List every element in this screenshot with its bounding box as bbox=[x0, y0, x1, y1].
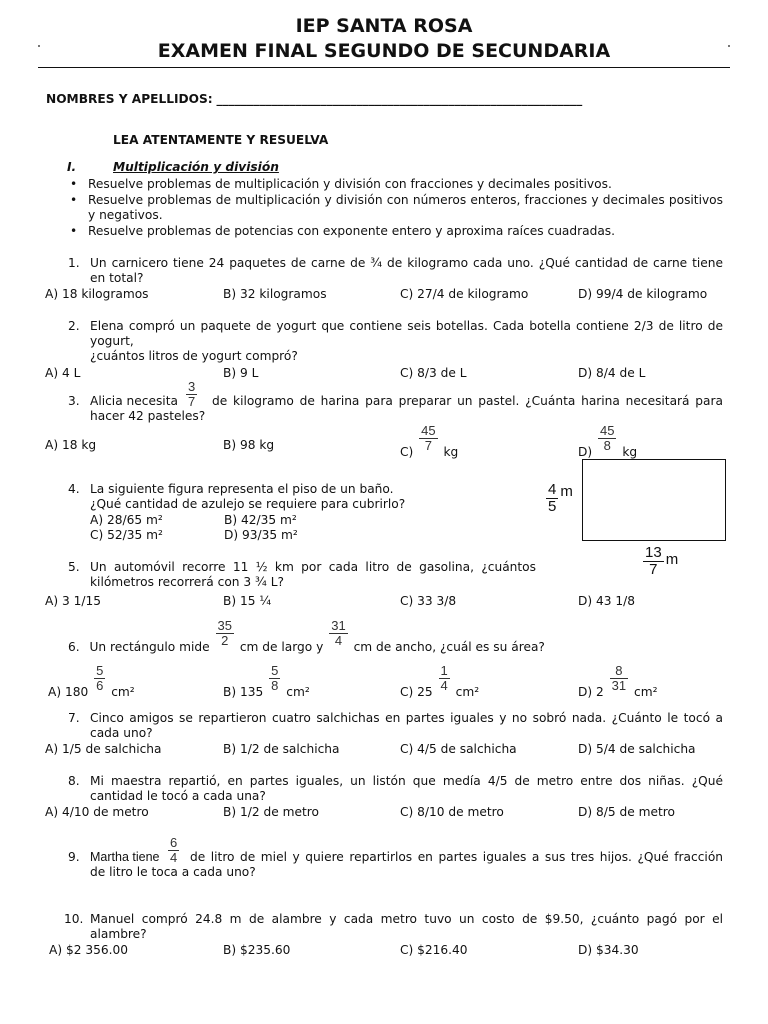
section-number: I. bbox=[67, 160, 77, 174]
q6-option-a[interactable] bbox=[48, 663, 135, 699]
unit: kg bbox=[622, 445, 638, 459]
numerator: 45 bbox=[600, 423, 615, 438]
numerator: 5 bbox=[271, 663, 279, 678]
unit: cm² bbox=[455, 685, 480, 699]
denominator: 8 bbox=[598, 438, 616, 453]
bathroom-floor-figure bbox=[582, 459, 726, 541]
option-letter: D) bbox=[578, 445, 593, 459]
numerator: 5 bbox=[96, 663, 104, 678]
option-letter: C) bbox=[400, 445, 414, 459]
q8-option-d[interactable]: D) 8/5 de metro bbox=[578, 805, 675, 819]
question-text-line2: de litro le toca a cada uno? bbox=[90, 865, 256, 879]
question-number: 7. bbox=[68, 711, 80, 725]
fraction bbox=[166, 836, 181, 865]
q2-option-a[interactable]: A) 4 L bbox=[45, 366, 81, 380]
question-text: Cinco amigos se repartieron cuatro salchichas en partes iguales y no sobró nada. ¿Cuánto le tocó a cada uno? bbox=[90, 711, 723, 740]
question-1 bbox=[68, 256, 723, 286]
unit: m bbox=[665, 551, 679, 568]
question-text: Un carnicero tiene 24 paquetes de carne de ¾ de kilogramo cada uno. ¿Qué cantidad de carne tiene en total? bbox=[90, 256, 723, 285]
q4-option-b[interactable]: B) 42/35 m² bbox=[224, 513, 297, 527]
question-number-9: 9. bbox=[68, 850, 80, 864]
q10-option-b[interactable]: B) $235.60 bbox=[223, 943, 291, 957]
q7-option-c[interactable]: C) 4/5 de salchicha bbox=[400, 742, 517, 756]
option-whole: C) 25 bbox=[400, 685, 433, 699]
question-number-3: 3. bbox=[68, 394, 80, 408]
q2-option-c[interactable]: C) 8/3 de L bbox=[400, 366, 467, 380]
q5-option-d[interactable]: D) 43 1/8 bbox=[578, 594, 636, 608]
question-text: Elena compró un paquete de yogurt que contiene seis botellas. Cada botella contiene 2/3 de litro de yogurt, bbox=[90, 319, 723, 348]
question-text-line2: ¿cuántos litros de yogurt compró? bbox=[90, 349, 298, 363]
q6-option-b[interactable] bbox=[223, 663, 310, 699]
section-title bbox=[113, 160, 279, 175]
unit: cm² bbox=[286, 685, 310, 699]
q1-option-d[interactable]: D) 99/4 de kilogramo bbox=[578, 287, 708, 301]
denominator: 8 bbox=[271, 678, 279, 693]
q6-option-d[interactable] bbox=[578, 663, 658, 699]
numerator: 8 bbox=[615, 663, 623, 678]
question-10 bbox=[64, 912, 723, 942]
q10-option-c[interactable]: C) $216.40 bbox=[400, 943, 468, 957]
option-whole: D) 2 bbox=[578, 685, 604, 699]
q4-option-d[interactable]: D) 93/35 m² bbox=[224, 528, 298, 542]
denominator: 2 bbox=[216, 633, 234, 648]
objective-item: • Resuelve problemas de potencias con exponente entero y aproxima raíces cuadradas. bbox=[88, 224, 723, 239]
numerator: 1 bbox=[440, 663, 448, 678]
q4-option-a[interactable]: A) 28/65 m² bbox=[90, 513, 163, 527]
question-text: Un automóvil recorre 11 ½ km por cada litro de gasolina, ¿cuántos bbox=[90, 560, 536, 574]
q10-option-a[interactable]: A) $2 356.00 bbox=[49, 943, 128, 957]
q3-option-d[interactable] bbox=[578, 423, 638, 459]
q3-option-b[interactable]: B) 98 kg bbox=[223, 438, 275, 452]
q2-option-d[interactable]: D) 8/4 de L bbox=[578, 366, 646, 380]
question-text-rest: de litro de miel y quiere repartirlos en partes iguales a sus tres hijos. ¿Qué fracción bbox=[190, 850, 723, 864]
name-blank[interactable]: ____________________________________________________________ bbox=[216, 92, 583, 106]
q2-option-b[interactable]: B) 9 L bbox=[223, 366, 259, 380]
name-label: NOMBRES Y APELLIDOS: bbox=[46, 92, 213, 106]
numerator: 45 bbox=[421, 423, 436, 438]
question-number: 2. bbox=[68, 319, 80, 333]
question-text-a: Un rectángulo mide bbox=[89, 640, 210, 654]
denominator: 7 bbox=[643, 561, 664, 578]
question-number: 10. bbox=[64, 912, 84, 926]
question-text-start: Martha tiene bbox=[90, 850, 160, 864]
q7-option-a[interactable]: A) 1/5 de salchicha bbox=[45, 742, 162, 756]
school-title: IEP SANTA ROSA bbox=[295, 15, 473, 37]
numerator: 13 bbox=[645, 544, 662, 561]
question-text-line2: kilómetros recorrerá con 3 ¾ L? bbox=[90, 575, 284, 589]
denominator: 4 bbox=[329, 633, 347, 648]
question-text-b: cm de largo y bbox=[239, 640, 324, 654]
exam-title: EXAMEN FINAL SEGUNDO DE SECUNDARIA bbox=[157, 40, 611, 62]
objective-item: • Resuelve problemas de multiplicación y división con fracciones y decimales positivos. bbox=[88, 177, 723, 192]
question-number: 8. bbox=[68, 774, 80, 788]
figure-width-label bbox=[641, 545, 678, 578]
margin-mark-right bbox=[728, 45, 730, 47]
question-number: 6. bbox=[68, 640, 80, 654]
q1-option-c[interactable]: C) 27/4 de kilogramo bbox=[400, 287, 529, 301]
unit: cm² bbox=[111, 685, 135, 699]
q7-option-d[interactable]: D) 5/4 de salchicha bbox=[578, 742, 696, 756]
question-text: Manuel compró 24.8 m de alambre y cada metro tuvo un costo de $9.50, ¿cuánto pagó por el alambre? bbox=[90, 912, 723, 941]
section-title-text: Multiplicación y división bbox=[113, 160, 279, 174]
denominator: 5 bbox=[548, 498, 557, 515]
q3-option-a[interactable]: A) 18 kg bbox=[45, 438, 97, 452]
unit: cm² bbox=[634, 685, 658, 699]
denominator: 4 bbox=[170, 850, 178, 865]
denominator: 31 bbox=[611, 678, 627, 693]
q1-option-a[interactable]: A) 18 kilogramos bbox=[45, 287, 149, 301]
question-2 bbox=[68, 319, 723, 364]
q10-option-d[interactable]: D) $34.30 bbox=[578, 943, 639, 957]
q4-option-c[interactable]: C) 52/35 m² bbox=[90, 528, 163, 542]
question-6 bbox=[68, 618, 545, 654]
q1-option-b[interactable]: B) 32 kilogramos bbox=[223, 287, 327, 301]
question-text: Mi maestra repartió, en partes iguales, un listón que medía 4/5 de metro entre dos niñas. ¿Qué cantidad le tocó a cada una? bbox=[90, 774, 723, 803]
question-text-line2: ¿Qué cantidad de azulejo se requiere para cubrirlo? bbox=[90, 497, 406, 511]
q6-option-c[interactable] bbox=[400, 663, 480, 699]
question-number: 1. bbox=[68, 256, 80, 270]
instruction: LEA ATENTAMENTE Y RESUELVA bbox=[113, 133, 329, 147]
q5-option-a[interactable]: A) 3 1/15 bbox=[45, 594, 101, 608]
numerator: 35 bbox=[217, 618, 232, 633]
q8-option-b[interactable]: B) 1/2 de metro bbox=[223, 805, 319, 819]
numerator: 4 bbox=[548, 481, 557, 498]
figure-height-label bbox=[544, 482, 573, 515]
q5-option-b[interactable]: B) 15 ¼ bbox=[223, 594, 272, 608]
header-divider bbox=[38, 67, 730, 68]
q3-option-c[interactable] bbox=[400, 423, 459, 459]
denominator: 6 bbox=[96, 678, 104, 693]
question-7 bbox=[68, 711, 723, 741]
q8-option-c[interactable]: C) 8/10 de metro bbox=[400, 805, 504, 819]
option-whole: B) 135 bbox=[223, 685, 264, 699]
numerator: 6 bbox=[170, 835, 178, 850]
q8-option-a[interactable]: A) 4/10 de metro bbox=[45, 805, 149, 819]
question-text: La siguiente figura representa el piso de un baño. bbox=[90, 482, 394, 496]
question-text-start: Alicia necesita bbox=[90, 394, 178, 408]
question-8 bbox=[68, 774, 723, 804]
question-number-5: 5. bbox=[68, 560, 80, 574]
numerator: 31 bbox=[331, 618, 346, 633]
denominator: 7 bbox=[419, 438, 437, 453]
question-text-rest: de kilogramo de harina para preparar un pastel. ¿Cuánta harina necesitará para hacer 42 pasteles? bbox=[90, 394, 723, 423]
name-field[interactable] bbox=[46, 92, 582, 107]
question-number-4: 4. bbox=[68, 482, 80, 496]
denominator: 7 bbox=[188, 394, 196, 409]
denominator: 4 bbox=[440, 678, 448, 693]
unit: kg bbox=[443, 445, 459, 459]
objective-item: • Resuelve problemas de multiplicación y división con números enteros, fracciones y decimales positivos y negativos. bbox=[88, 193, 723, 223]
option-whole: A) 180 bbox=[48, 685, 89, 699]
question-text-c: cm de ancho, ¿cuál es su área? bbox=[353, 640, 545, 654]
numerator: 3 bbox=[188, 379, 196, 394]
margin-mark-left bbox=[38, 45, 40, 47]
q5-option-c[interactable]: C) 33 3/8 bbox=[400, 594, 457, 608]
unit: m bbox=[560, 483, 573, 500]
q7-option-b[interactable]: B) 1/2 de salchicha bbox=[223, 742, 340, 756]
